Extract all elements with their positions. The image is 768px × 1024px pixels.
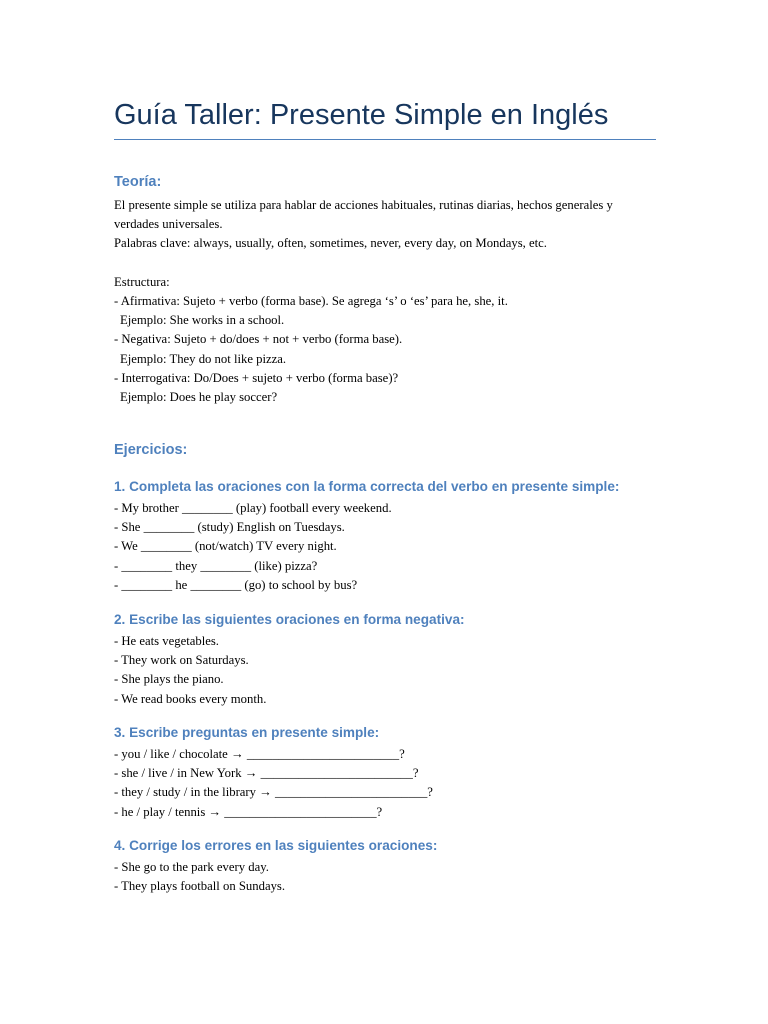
list-item: - ________ he ________ (go) to school by bus? (114, 577, 358, 592)
list-item: - We ________ (not/watch) TV every night. (114, 539, 337, 554)
list-item: - They work on Saturdays. (114, 653, 249, 668)
affirmative-rule: - Afirmativa: Sujeto + verbo (forma base). Se agrega ‘s’ o ‘es’ para he, she, it. (114, 294, 508, 308)
exercise-2-list (114, 632, 674, 709)
list-item: - My brother ________ (play) football every weekend. (114, 501, 392, 515)
interrogative-example: Ejemplo: Does he play soccer? (120, 390, 278, 405)
exercise-4 (114, 836, 674, 896)
title-underline (114, 139, 656, 140)
theory-section (114, 196, 656, 407)
list-item: - They plays football on Sundays. (114, 879, 286, 894)
exercise-3-title: 3. Escribe preguntas en presente simple: (114, 725, 380, 740)
list-item: - He eats vegetables. (114, 634, 219, 648)
document-title: Guía Taller: Presente Simple en Inglés (114, 99, 609, 131)
list-item: - you / like / chocolate → ________________________? (114, 747, 405, 761)
spacer (114, 254, 656, 273)
affirmative-example: Ejemplo: She works in a school. (120, 313, 285, 328)
exercise-2 (114, 610, 674, 709)
list-item: - he / play / tennis → ________________________? (114, 804, 383, 819)
list-item: - She go to the park every day. (114, 860, 269, 874)
list-item: - she / live / in New York → ________________________? (114, 766, 419, 781)
negative-example: Ejemplo: They do not like pizza. (120, 351, 287, 366)
exercise-3 (114, 723, 674, 822)
keywords-paragraph: Palabras clave: always, usually, often, sometimes, never, every day, on Mondays, etc. (114, 236, 547, 251)
exercise-1-list (114, 499, 674, 595)
exercise-4-title: 4. Corrige los errores en las siguientes oraciones: (114, 838, 438, 853)
exercise-3-list (114, 745, 674, 822)
negative-rule: - Negativa: Sujeto + do/does + not + verbo (forma base). (114, 332, 403, 347)
list-item: - She plays the piano. (114, 672, 224, 687)
theory-paragraph: El presente simple se utiliza para hablar de acciones habituales, rutinas diarias, hechos generales y verdades universales. (114, 198, 613, 232)
list-item: - ________ they ________ (like) pizza? (114, 558, 318, 573)
exercise-1 (114, 477, 674, 595)
exercise-1-title: 1. Completa las oraciones con la forma correcta del verbo en presente simple: (114, 479, 620, 494)
exercises-heading: Ejercicios: (114, 442, 188, 458)
theory-heading: Teoría: (114, 174, 162, 190)
interrogative-rule: - Interrogativa: Do/Does + sujeto + verbo (forma base)? (114, 370, 399, 385)
exercise-2-title: 2. Escribe las siguientes oraciones en forma negativa: (114, 612, 465, 627)
list-item: - they / study / in the library → ________________________? (114, 785, 433, 800)
exercise-4-list (114, 858, 674, 896)
list-item: - She ________ (study) English on Tuesdays. (114, 520, 345, 535)
list-item: - We read books every month. (114, 691, 267, 706)
structure-label: Estructura: (114, 274, 170, 289)
